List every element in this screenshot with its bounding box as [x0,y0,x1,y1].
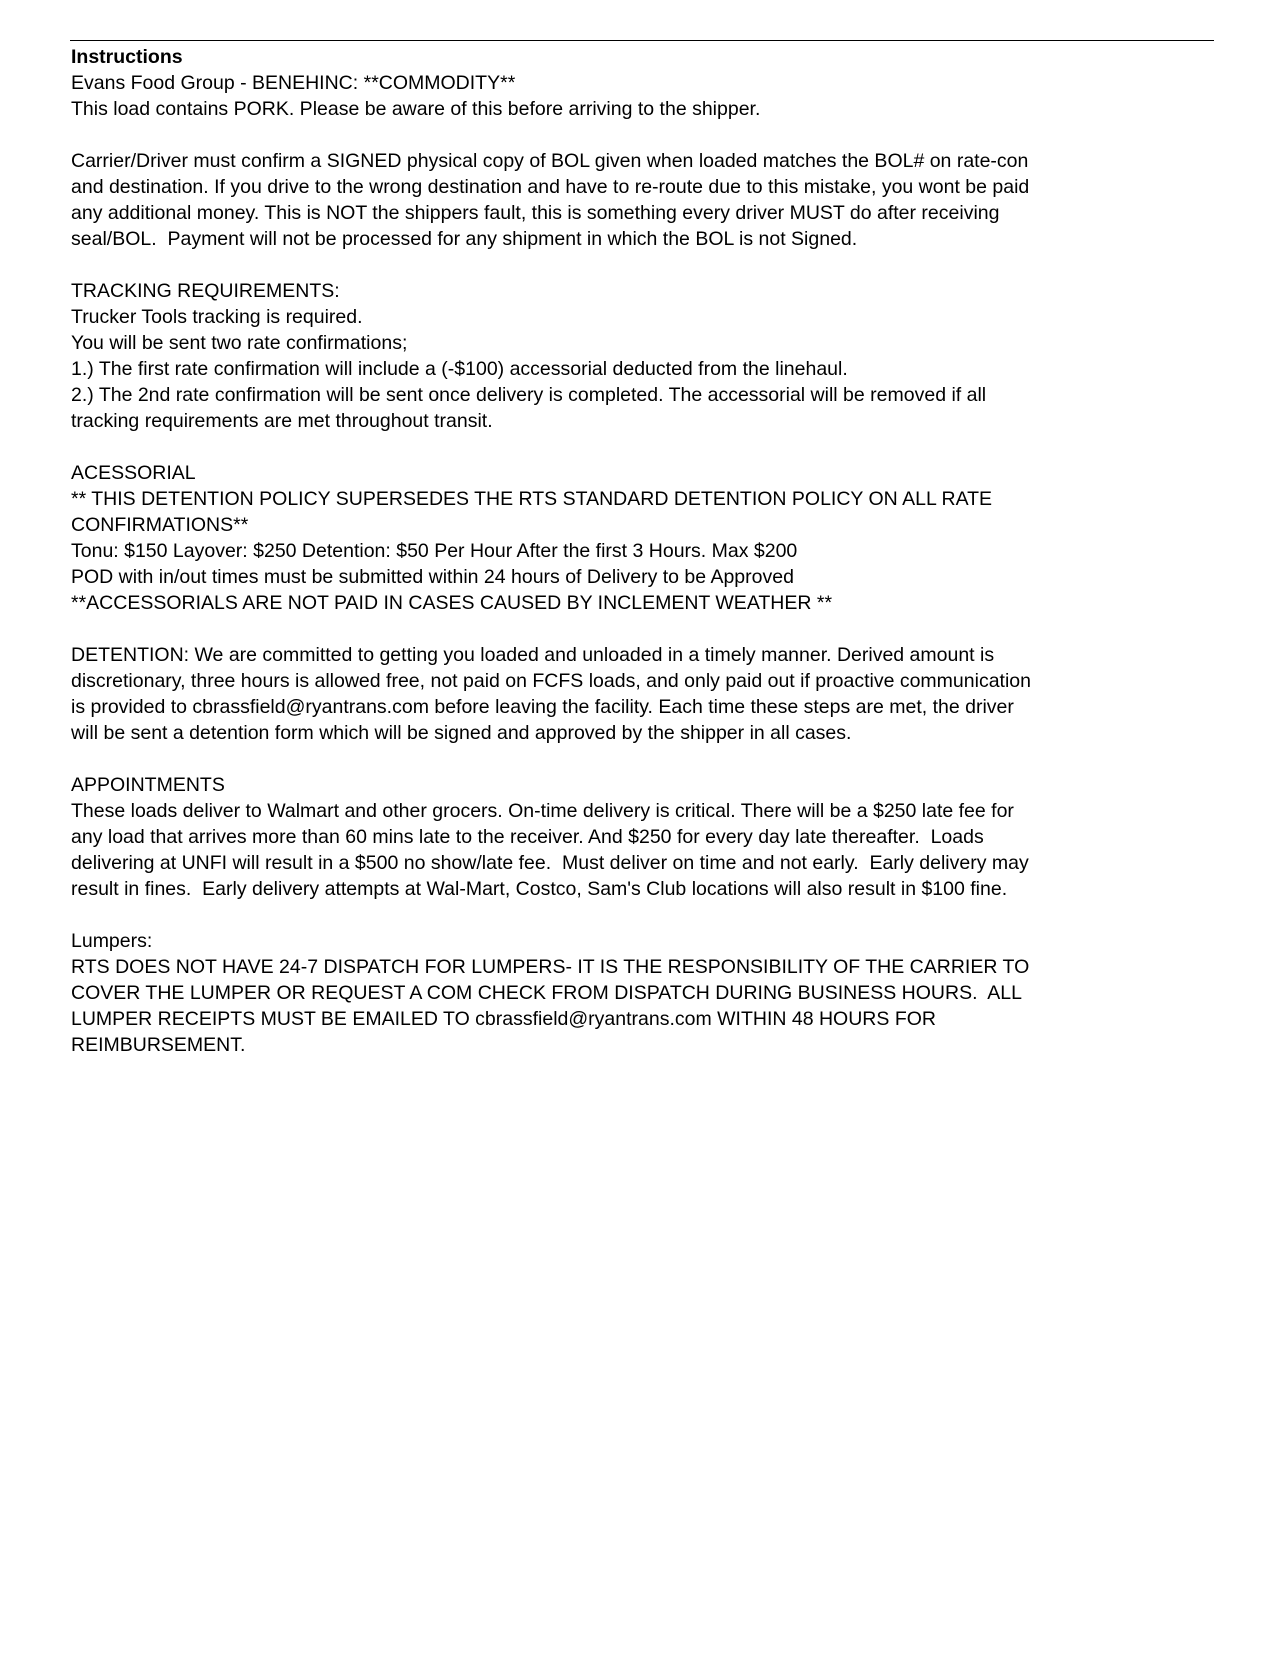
bol-paragraph [71,148,1221,252]
paragraph-gap [71,746,1221,772]
instructions-document [71,44,1221,1058]
bol-line: any additional money. This is NOT the shippers fault, this is something every driver MUST do after receiving [71,202,1000,224]
lumpers-line: RTS DOES NOT HAVE 24-7 DISPATCH FOR LUMPERS- IT IS THE RESPONSIBILITY OF THE CARRIER TO [71,956,1030,978]
paragraph-gap [71,902,1221,928]
appointments-heading: APPOINTMENTS [71,774,225,796]
paragraph-gap [71,252,1221,278]
detention-section [71,642,1221,746]
document-title: Instructions [71,46,183,68]
tracking-line: 1.) The first rate confirmation will include a (-$100) accessorial deducted from the linehaul. [71,358,848,380]
detention-line: DETENTION: We are committed to getting you loaded and unloaded in a timely manner. Derived amount is [71,644,995,666]
tracking-heading: TRACKING REQUIREMENTS: [71,280,340,302]
lumpers-line: LUMPER RECEIPTS MUST BE EMAILED TO cbrassfield@ryantrans.com WITHIN 48 HOURS FOR [71,1008,936,1030]
intro-line: Evans Food Group - BENEHINC: **COMMODITY** [71,72,516,94]
accessorial-line: POD with in/out times must be submitted within 24 hours of Delivery to be Approved [71,566,794,588]
accessorial-section [71,460,1221,616]
lumpers-heading: Lumpers: [71,930,153,952]
tracking-line: You will be sent two rate confirmations; [71,332,408,354]
bol-line: seal/BOL. Payment will not be processed for any shipment in which the BOL is not Signed. [71,228,858,250]
intro-section [71,70,1221,122]
appointments-line: result in fines. Early delivery attempts at Wal-Mart, Costco, Sam's Club locations will also result in $100 fine. [71,878,1008,900]
paragraph-gap [71,616,1221,642]
tracking-section [71,278,1221,434]
paragraph-gap [71,122,1221,148]
detention-line: will be sent a detention form which will be signed and approved by the shipper in all cases. [71,722,852,744]
tracking-line: tracking requirements are met throughout transit. [71,410,493,432]
detention-line: is provided to cbrassfield@ryantrans.com before leaving the facility. Each time these steps are met, the driver [71,696,1014,718]
lumpers-line: COVER THE LUMPER OR REQUEST A COM CHECK FROM DISPATCH DURING BUSINESS HOURS. ALL [71,982,1022,1004]
appointments-section [71,772,1221,902]
accessorial-line: Tonu: $150 Layover: $250 Detention: $50 Per Hour After the first 3 Hours. Max $200 [71,540,798,562]
accessorial-line: ** THIS DETENTION POLICY SUPERSEDES THE RTS STANDARD DETENTION POLICY ON ALL RATE [71,488,993,510]
top-horizontal-rule [70,40,1214,41]
paragraph-gap [71,434,1221,460]
appointments-line: delivering at UNFI will result in a $500 no show/late fee. Must deliver on time and not early. Early delivery may [71,852,1029,874]
accessorial-line: **ACCESSORIALS ARE NOT PAID IN CASES CAUSED BY INCLEMENT WEATHER ** [71,592,833,614]
accessorial-heading: ACESSORIAL [71,462,196,484]
detention-line: discretionary, three hours is allowed free, not paid on FCFS loads, and only paid out if proactive communication [71,670,1031,692]
tracking-line: 2.) The 2nd rate confirmation will be sent once delivery is completed. The accessorial will be removed if all [71,384,987,406]
tracking-line: Trucker Tools tracking is required. [71,306,363,328]
lumpers-line: REIMBURSEMENT. [71,1034,246,1056]
intro-line: This load contains PORK. Please be aware of this before arriving to the shipper. [71,98,761,120]
appointments-line: These loads deliver to Walmart and other grocers. On-time delivery is critical. There will be a $250 late fee for [71,800,1014,822]
appointments-line: any load that arrives more than 60 mins late to the receiver. And $250 for every day late thereafter. Loads [71,826,984,848]
bol-line: Carrier/Driver must confirm a SIGNED physical copy of BOL given when loaded matches the BOL# on rate-con [71,150,1029,172]
lumpers-section [71,928,1221,1058]
accessorial-line: CONFIRMATIONS** [71,514,249,536]
bol-line: and destination. If you drive to the wrong destination and have to re-route due to this mistake, you wont be paid [71,176,1030,198]
